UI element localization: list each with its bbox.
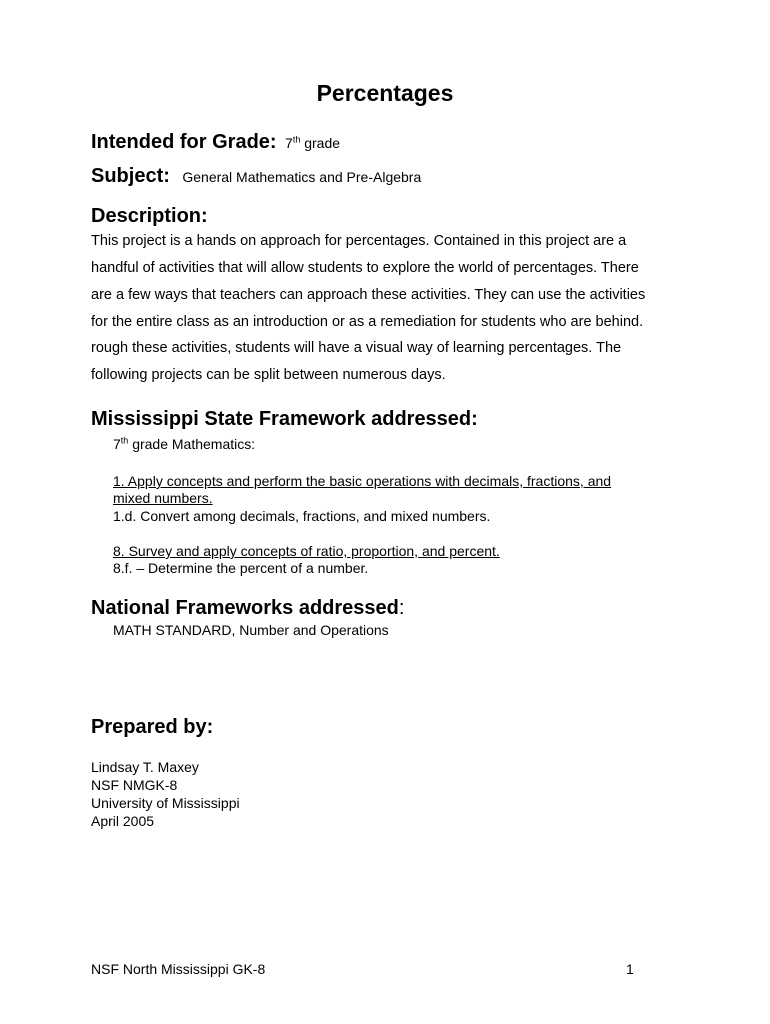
description-line: for the entire class as an introduction or as a remediation for students who are behind. — [91, 314, 644, 330]
national-heading: National Frameworks addressed — [91, 597, 399, 619]
subject-label: Subject: — [91, 165, 170, 187]
national-heading-row — [91, 597, 404, 620]
prepared-program: NSF NMGK-8 — [91, 777, 178, 793]
grade-number: 7 — [285, 135, 293, 151]
prepared-name: Lindsay T. Maxey — [91, 759, 199, 775]
prepared-university: University of Mississippi — [91, 795, 240, 811]
framework-item-1-cont: mixed numbers. — [113, 490, 213, 506]
page-number: 1 — [626, 961, 634, 977]
description-line: following projects can be split between numerous days. — [91, 367, 446, 383]
framework-item-8f: 8.f. – Determine the percent of a number. — [113, 560, 369, 576]
mississippi-grade-suffix: grade Mathematics: — [128, 436, 256, 452]
mississippi-heading: Mississippi State Framework addressed: — [91, 408, 478, 430]
grade-row — [91, 131, 340, 154]
description-heading: Description: — [91, 205, 208, 227]
prepared-heading: Prepared by: — [91, 716, 214, 738]
national-value: MATH STANDARD, Number and Operations — [113, 622, 389, 638]
subject-value: General Mathematics and Pre-Algebra — [182, 169, 422, 185]
prepared-date: April 2005 — [91, 813, 155, 829]
mississippi-grade — [113, 436, 255, 452]
national-heading-colon: : — [398, 597, 405, 619]
framework-item-8: 8. Survey and apply concepts of ratio, proportion, and percent. — [113, 543, 500, 559]
description-line: are a few ways that teachers can approach these activities. They can use the activities — [91, 287, 646, 303]
grade-label: Intended for Grade: — [91, 131, 277, 153]
page-title: Percentages — [316, 80, 454, 106]
description-line: rough these activities, students will have a visual way of learning percentages. The — [91, 340, 622, 356]
grade-suffix: grade — [300, 135, 341, 151]
subject-row — [91, 165, 421, 188]
mississippi-grade-superscript: th — [120, 435, 129, 446]
mississippi-grade-number: 7 — [113, 436, 121, 452]
framework-item-1d: 1.d. Convert among decimals, fractions, and mixed numbers. — [113, 508, 491, 524]
grade-superscript: th — [292, 134, 301, 145]
description-line: This project is a hands on approach for percentages. Contained in this project are a — [91, 233, 627, 249]
description-line: handful of activities that will allow students to explore the world of percentages. There — [91, 260, 639, 276]
grade-value — [285, 135, 340, 151]
footer-text: NSF North Mississippi GK-8 — [91, 961, 266, 977]
framework-item-1: 1. Apply concepts and perform the basic operations with decimals, fractions, and — [113, 473, 612, 489]
